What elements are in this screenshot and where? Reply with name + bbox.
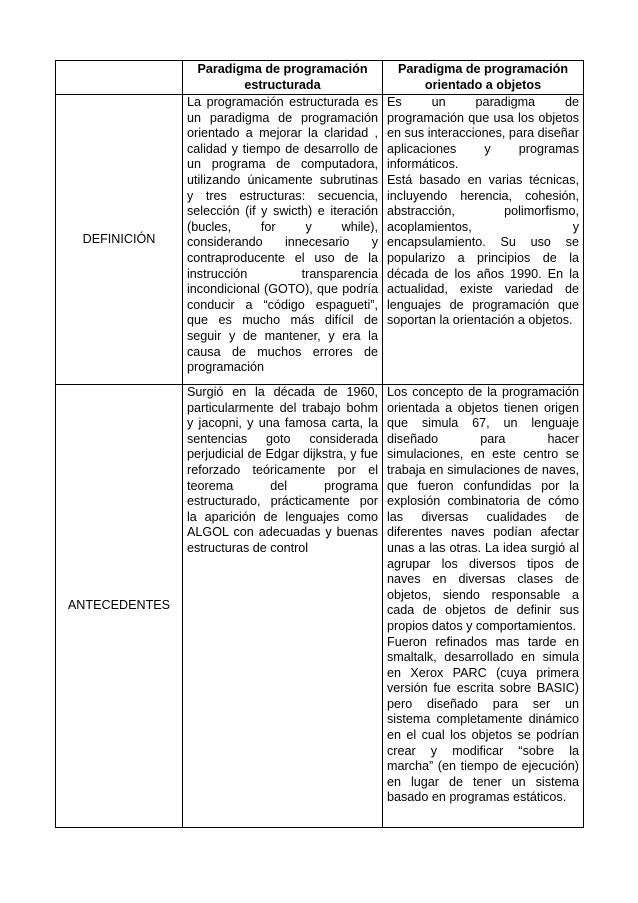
header-oop: Paradigma de programación orientado a objetos xyxy=(383,61,584,95)
definicion-oop-paragraph-2: Está basado en varias técnicas, incluyendo herencia, cohesión, abstracción, polimorfismo, acoplamientos, y encapsulamiento. Su uso se popularizo a principios de la década de los años 1990. En la actualidad, existe variedad de lenguajes de programación que soportan la orientación a objetos. xyxy=(387,172,579,328)
definicion-oop-paragraph-1: Es un paradigma de programación que usa los objetos en sus interacciones, para diseñar aplicaciones y programas informáticos. xyxy=(387,95,579,172)
antecedentes-oop-paragraph-2: Fueron refinados mas tarde en smaltalk, desarrollado en simula en Xerox PARC (cuya primera versión fue escrita sobre BASIC) pero diseñado para ser un sistema completamente dinámico en el cual los objetos se podrían crear y modificar “sobre la marcha” (en tiempo de ejecución) en lugar de tener un sistema basado en programas estáticos. xyxy=(387,634,579,805)
row-definicion xyxy=(56,95,584,385)
row-label-definicion: DEFINICIÓN xyxy=(56,95,183,385)
antecedentes-structured-text: Surgió en la década de 1960, particularmente del trabajo bohm y jacopni, y una famosa carta, la sentencias goto considerada perjudicial de Edgar dijkstra, y fue reforzado teóricamente por el teorema del programa estructurado, prácticamente por la aparición de lenguajes como ALGOL con adecuadas y buenas estructuras de control xyxy=(187,385,378,555)
antecedentes-oop-paragraph-1: Los concepto de la programación orientada a objetos tienen origen que simula 67, un lenguaje diseñado para hacer simulaciones, en este centro se trabaja en simulaciones de naves, que fueron confundidas por la explosión combinatoria de cómo las diversas cualidades de diferentes naves podían afectar unas a las otras. La idea surgió al agrupar los diversos tipos de naves en diversas clases de objetos, siendo responsable a cada de objetos de definir sus propios datos y comportamientos. xyxy=(387,385,579,633)
definicion-structured-text: La programación estructurada es un paradigma de programación orientado a mejorar la claridad , calidad y tiempo de desarrollo de un programa de computadora, utilizando únicamente subrutinas y tres estructuras: secuencia, selección (if y swicth) e iteración (bucles, for y while), considerando innecesario y contraproducente el uso de la instrucción transparencia incondicional (GOTO), que podría conducir a “código espagueti”, que es mucho más difícil de seguir y de mantener, y era la causa de muchos errores de programación xyxy=(187,95,378,375)
header-structured: Paradigma de programación estructurada xyxy=(183,61,383,95)
definicion-structured-cell xyxy=(183,95,383,385)
antecedentes-oop-cell xyxy=(383,385,584,828)
row-antecedentes xyxy=(56,385,584,828)
antecedentes-structured-cell xyxy=(183,385,383,828)
definicion-oop-cell xyxy=(383,95,584,385)
header-empty-cell xyxy=(56,61,183,95)
comparison-table xyxy=(55,60,584,828)
header-row xyxy=(56,61,584,95)
row-label-antecedentes: ANTECEDENTES xyxy=(56,385,183,828)
